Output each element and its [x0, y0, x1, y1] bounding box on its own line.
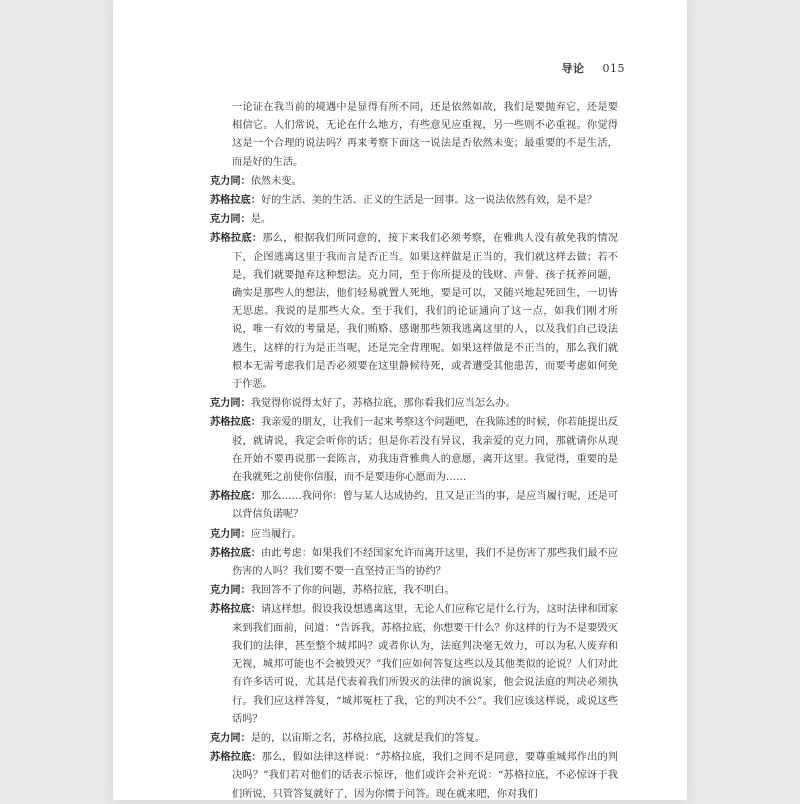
- paragraph-text: 是。: [250, 214, 272, 226]
- dialogue-paragraph: [210, 525, 618, 544]
- dialogue-paragraph: [210, 394, 618, 413]
- paragraph-text: 那么，根据我们所同意的，接下来我们必须考察，在雅典人没有赦免我的情况下，企图逃离这里于我而言是否正当。如果这样做是正当的，我们就这样去做；若不是，我们就要抛弃这种想法。克力同，至于你所提及的钱财、声誉、孩子抚养问题，确实是那些人的想法，他们轻易就置人死地，要是可以，又随兴地起死回生，一切皆无思虑。我说的是那些大众。至于我们，我们的论证通向了这一点，如我们刚才所说，唯一有效的考量是，我们贿赂、感谢那些领我逃离这里的人，以及我们自己设法逃生，这样的行为是正当呢，还是完全背理呢。如果这样做是不正当的，那么我们就根本无需考虑我们是否必须要在这里静候待死，或者遭受其他患苦，而要考虑如何免于作恶。: [232, 233, 618, 391]
- speaker-label: 苏格拉底：: [210, 490, 262, 503]
- speaker-label: 克力同：: [210, 397, 251, 410]
- running-header: [562, 60, 626, 76]
- paragraph-text: 应当履行。: [250, 528, 302, 540]
- speaker-label: 苏格拉底：: [210, 751, 262, 764]
- speaker-label: 克力同：: [210, 174, 251, 187]
- paragraph-text: 我觉得你说得太好了，苏格拉底，那你看我们应当怎么办。: [250, 398, 516, 410]
- paragraph-text: 依然未变。: [250, 175, 302, 187]
- speaker-label: 苏格拉底：: [210, 416, 262, 429]
- paragraph-text: 那么，假如法律这样说：“苏格拉底，我们之间不是同意，要尊重城邦作出的判决吗？”我们若对他们的话表示惊讶，他们或许会补充说：“苏格拉底，不必惊讶于我们所说，只管答复就好了，因为你惯于问答。现在就来吧，你对我们: [232, 752, 618, 800]
- paragraph-text: 那么……我问你：曾与某人达成协约，且又是正当的事，是应当履行呢，还是可以背信负诺呢？: [232, 491, 619, 521]
- dialogue-paragraph: [210, 487, 618, 524]
- speaker-label: 苏格拉底：: [210, 194, 261, 207]
- speaker-label: 苏格拉底：: [210, 546, 262, 559]
- speaker-label: 克力同：: [210, 213, 251, 226]
- dialogue-paragraph: [210, 748, 618, 804]
- speaker-label: 苏格拉底：: [210, 603, 262, 616]
- page-number: 015: [602, 62, 625, 75]
- speaker-label: 克力同：: [210, 527, 251, 540]
- paragraph-text: 我亲爱的朋友，让我们一起来考察这个问题吧，在我陈述的时候，你若能提出反驳，就请说，我定会听你的话；但是你若没有异议，我亲爱的克力同，那就请你从现在开始不要再说那一套陈言，劝我违背雅典人的意愿，离开这里。我觉得，重要的是在我就死之前使你信服，而不是要违你心愿而为……: [232, 417, 619, 484]
- dialogue-paragraph: [210, 544, 618, 581]
- paragraph-text: 由此考虑：如果我们不经国家允许而离开这里，我们不是伤害了那些我们最不应伤害的人吗？我们要不要一直坚持正当的协约？: [232, 547, 619, 578]
- dialogue-paragraph: [210, 99, 618, 172]
- dialogue-text: [210, 99, 618, 804]
- speaker-label: 克力同：: [210, 584, 251, 597]
- dialogue-paragraph: [210, 581, 618, 600]
- paragraph-text: 一论证在我当前的境遇中是显得有所不同，还是依然如故，我们是要抛弃它，还是要相信它。人们常说，无论在什么地方，有些意见应重视，另一些则不必重视。你觉得这是一个合理的说法吗？再来考察下面这一说法是否依然未变；最重要的不是生活，而是好的生活。: [232, 102, 618, 168]
- dialogue-paragraph: [210, 172, 618, 191]
- dialogue-paragraph: [210, 729, 618, 748]
- paragraph-text: 是的，以宙斯之名，苏格拉底，这就是我们的答复。: [250, 732, 486, 744]
- dialogue-paragraph: [210, 600, 618, 728]
- section-title: 导论: [561, 62, 585, 75]
- dialogue-paragraph: [210, 229, 618, 394]
- paragraph-text: 请这样想。假设我设想逃离这里，无论人们应称它是什么行为，这时法律和国家来到我们面前，问道：“告诉我，苏格拉底，你想要干什么？你这样的行为不是要毁灭我们的法律，甚至整个城邦吗？或者你认为，法庭判决毫无效力，可以为私人废弃和无视，城邦可能也不会被毁灭？”我们应如何答复这些以及其他类似的论说？人们对此有许多话可说，尤其是代表着我们所毁灭的法律的演说家，他会说法庭的判决必须执行。我们应这样答复，“城邦冤枉了我，它的判决不公”。我们应该这样说，或说这些话吗？: [232, 604, 619, 725]
- dialogue-paragraph: [210, 413, 618, 487]
- dialogue-paragraph: [210, 191, 618, 210]
- paragraph-text: 我回答不了你的问题，苏格拉底，我不明白。: [250, 585, 455, 597]
- book-page: [113, 0, 687, 800]
- dialogue-paragraph: [210, 210, 618, 229]
- paragraph-text: 好的生活、美的生活、正义的生活是一回事。这一说法依然有效，是不是？: [260, 195, 598, 207]
- speaker-label: 苏格拉底：: [210, 232, 263, 245]
- speaker-label: 克力同：: [210, 731, 251, 744]
